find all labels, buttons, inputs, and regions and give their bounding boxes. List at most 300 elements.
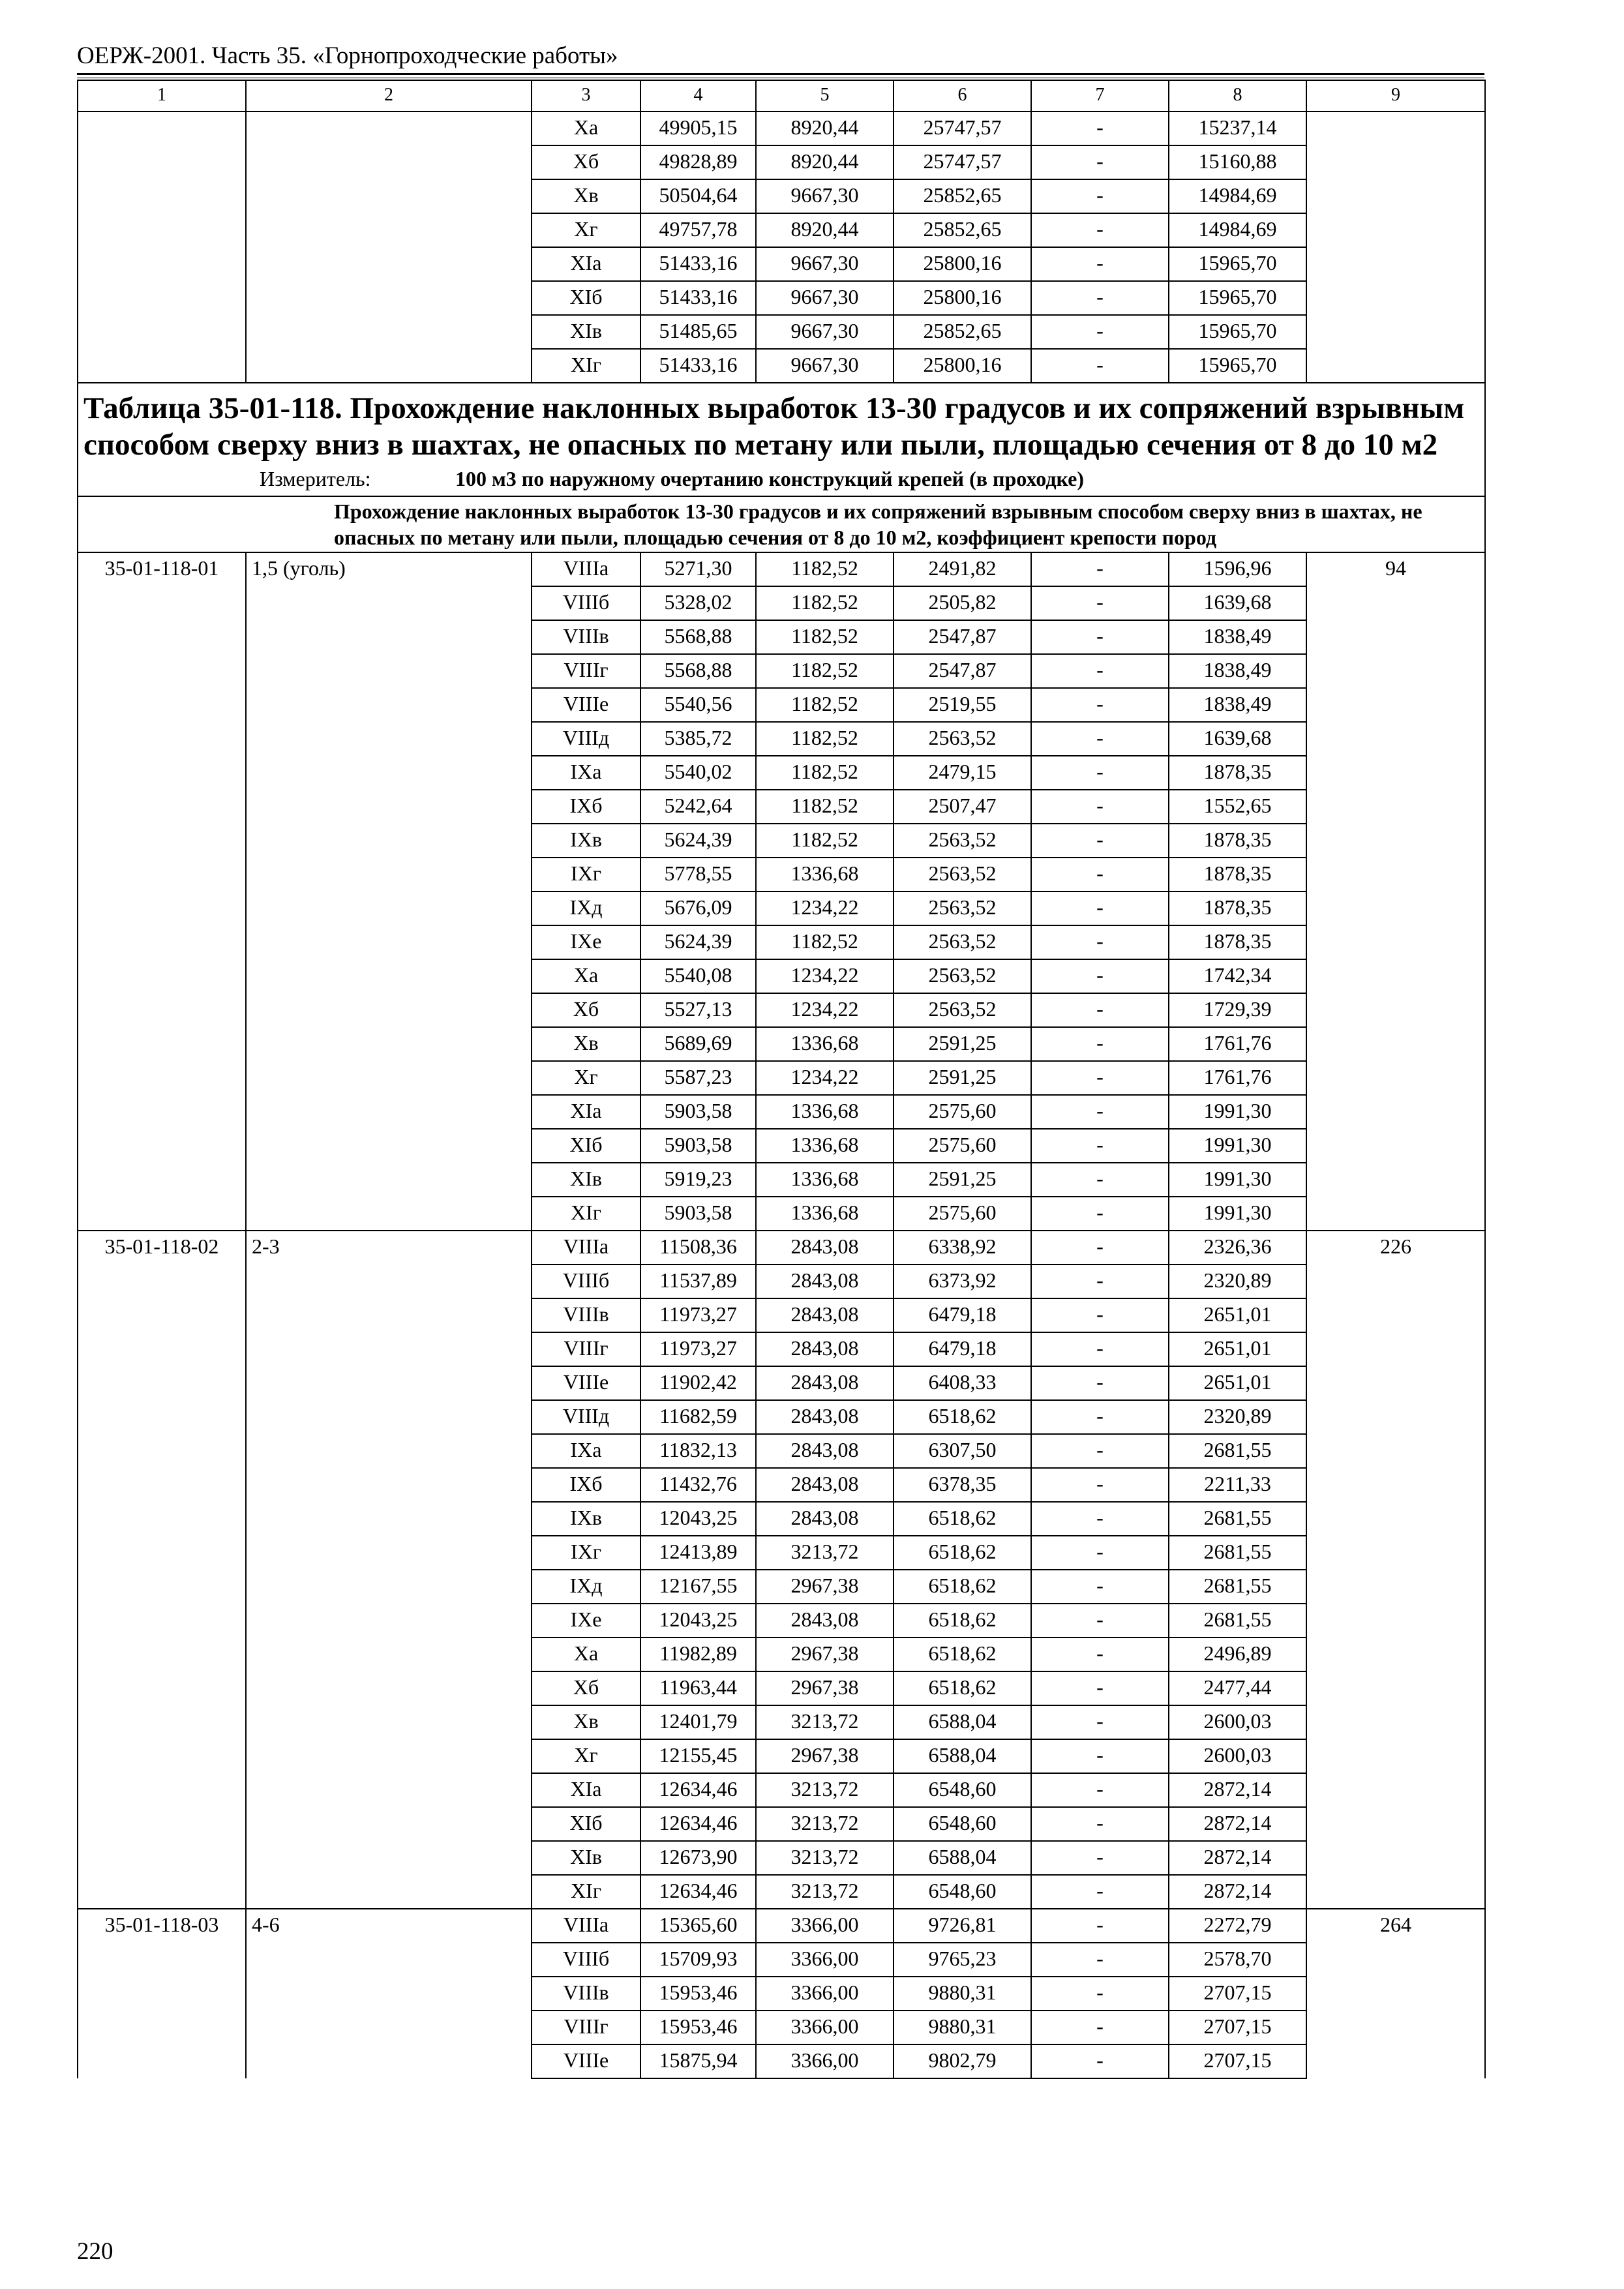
table-cell: 49905,15 xyxy=(640,112,756,145)
table-cell: VIIIб xyxy=(532,1943,640,1977)
empty-cell xyxy=(1306,1129,1485,1163)
empty-cell xyxy=(246,1604,532,1638)
table-cell: VIIIд xyxy=(532,1400,640,1434)
table-cell: 25852,65 xyxy=(894,179,1031,213)
empty-cell xyxy=(78,1502,246,1536)
table-cell: 9726,81 xyxy=(894,1909,1031,1943)
empty-cell xyxy=(78,2044,246,2078)
table-cell: 1336,68 xyxy=(756,1027,894,1061)
empty-cell xyxy=(1306,112,1485,145)
empty-cell xyxy=(78,858,246,891)
table-cell: - xyxy=(1031,756,1169,790)
empty-cell xyxy=(1306,1943,1485,1977)
table-cell: 1729,39 xyxy=(1169,993,1306,1027)
table-cell: 5242,64 xyxy=(640,790,756,824)
table-cell: - xyxy=(1031,1129,1169,1163)
table-cell: - xyxy=(1031,1264,1169,1298)
table-row xyxy=(78,790,1485,824)
table-cell: 12413,89 xyxy=(640,1536,756,1570)
empty-cell xyxy=(1306,1197,1485,1231)
empty-cell xyxy=(246,925,532,959)
table-cell: 2519,55 xyxy=(894,688,1031,722)
table-cell: 6588,04 xyxy=(894,1841,1031,1875)
section-description: Прохождение наклонных выработок 13-30 градусов и их сопряжений взрывным способом сверху вниз в шахтах, не опасных по метану или пыли, площадью сечения от 8 до 10 м2, коэффициент крепости пород xyxy=(78,496,1485,552)
empty-cell xyxy=(246,1027,532,1061)
empty-cell xyxy=(1306,1027,1485,1061)
table-cell: 9765,23 xyxy=(894,1943,1031,1977)
table-cell: 2578,70 xyxy=(1169,1943,1306,1977)
table-row xyxy=(78,1400,1485,1434)
table-row xyxy=(78,2044,1485,2078)
table-cell: VIIIб xyxy=(532,1264,640,1298)
empty-cell xyxy=(78,620,246,654)
empty-cell xyxy=(1306,1332,1485,1366)
table-cell: 51433,16 xyxy=(640,281,756,315)
table-cell: 5778,55 xyxy=(640,858,756,891)
table-cell: 1639,68 xyxy=(1169,722,1306,756)
column-number: 1 xyxy=(78,80,246,112)
table-row xyxy=(78,654,1485,688)
empty-cell xyxy=(78,1129,246,1163)
empty-cell xyxy=(246,281,532,315)
empty-cell xyxy=(246,620,532,654)
table-cell: 2491,82 xyxy=(894,552,1031,586)
empty-cell xyxy=(78,213,246,247)
table-row xyxy=(78,756,1485,790)
table-cell: 51485,65 xyxy=(640,315,756,349)
empty-cell xyxy=(246,1536,532,1570)
table-cell: XIa xyxy=(532,1773,640,1807)
empty-cell xyxy=(246,2044,532,2078)
table-cell: 2843,08 xyxy=(756,1400,894,1434)
table-cell: VIIIe xyxy=(532,2044,640,2078)
table-cell: 6518,62 xyxy=(894,1502,1031,1536)
empty-cell xyxy=(246,1298,532,1332)
table-cell: 25747,57 xyxy=(894,145,1031,179)
empty-cell xyxy=(78,112,246,145)
empty-cell xyxy=(1306,247,1485,281)
table-row xyxy=(78,1909,1485,1943)
table-cell: 2967,38 xyxy=(756,1638,894,1671)
table-cell: - xyxy=(1031,1977,1169,2011)
empty-cell xyxy=(1306,2044,1485,2078)
empty-cell xyxy=(78,1366,246,1400)
empty-cell xyxy=(1306,1468,1485,1502)
empty-cell xyxy=(78,179,246,213)
table-cell: VIIIв xyxy=(532,1977,640,2011)
table-cell: 11432,76 xyxy=(640,1468,756,1502)
table-cell: Xб xyxy=(532,993,640,1027)
empty-cell xyxy=(78,1570,246,1604)
empty-cell xyxy=(78,824,246,858)
table-cell: - xyxy=(1031,315,1169,349)
table-cell: 2575,60 xyxy=(894,1095,1031,1129)
empty-cell xyxy=(246,1977,532,2011)
table-cell: 6307,50 xyxy=(894,1434,1031,1468)
empty-cell xyxy=(1306,858,1485,891)
table-cell: IXд xyxy=(532,1570,640,1604)
table-cell: VIIIг xyxy=(532,654,640,688)
table-cell: 3213,72 xyxy=(756,1875,894,1909)
empty-cell xyxy=(246,1468,532,1502)
empty-cell xyxy=(246,1638,532,1671)
table-cell: Xб xyxy=(532,1671,640,1705)
table-row xyxy=(78,959,1485,993)
empty-cell xyxy=(246,1400,532,1434)
empty-cell xyxy=(246,688,532,722)
table-cell: 5676,09 xyxy=(640,891,756,925)
table-row xyxy=(78,891,1485,925)
empty-cell xyxy=(78,654,246,688)
table-cell: 1761,76 xyxy=(1169,1061,1306,1095)
rate-code: 35-01-118-03 xyxy=(78,1909,246,1943)
table-cell: - xyxy=(1031,722,1169,756)
table-cell: 1182,52 xyxy=(756,925,894,959)
table-cell: 5903,58 xyxy=(640,1197,756,1231)
table-cell: 15237,14 xyxy=(1169,112,1306,145)
table-cell: - xyxy=(1031,790,1169,824)
table-cell: 11537,89 xyxy=(640,1264,756,1298)
table-cell: 6518,62 xyxy=(894,1400,1031,1434)
empty-cell xyxy=(1306,315,1485,349)
table-cell: 1336,68 xyxy=(756,858,894,891)
page-header: ОЕРЖ-2001. Часть 35. «Горнопроходческие работы» xyxy=(77,42,618,69)
empty-cell xyxy=(1306,281,1485,315)
table-cell: Xв xyxy=(532,1027,640,1061)
table-row xyxy=(78,281,1485,315)
table-cell: 6518,62 xyxy=(894,1671,1031,1705)
empty-cell xyxy=(246,790,532,824)
table-cell: 3213,72 xyxy=(756,1705,894,1739)
table-cell: 1336,68 xyxy=(756,1129,894,1163)
table-cell: 2326,36 xyxy=(1169,1231,1306,1264)
empty-cell xyxy=(1306,586,1485,620)
measure-label: Измеритель: xyxy=(260,467,371,490)
table-cell: VIIIe xyxy=(532,688,640,722)
table-row xyxy=(78,1197,1485,1231)
section-title-cell xyxy=(78,383,1485,496)
empty-cell xyxy=(1306,993,1485,1027)
table-cell: - xyxy=(1031,1875,1169,1909)
table-row xyxy=(78,1773,1485,1807)
empty-cell xyxy=(246,213,532,247)
empty-cell xyxy=(1306,1604,1485,1638)
empty-cell xyxy=(1306,925,1485,959)
empty-cell xyxy=(1306,349,1485,383)
table-cell: Xг xyxy=(532,213,640,247)
empty-cell xyxy=(1306,213,1485,247)
table-cell: 1639,68 xyxy=(1169,586,1306,620)
table-cell: XIв xyxy=(532,315,640,349)
table-cell: IXe xyxy=(532,925,640,959)
empty-cell xyxy=(246,1332,532,1366)
table-cell: 15953,46 xyxy=(640,1977,756,2011)
empty-cell xyxy=(246,654,532,688)
column-number: 5 xyxy=(756,80,894,112)
table-cell: 1182,52 xyxy=(756,552,894,586)
page-number: 220 xyxy=(77,2238,113,2265)
table-cell: 2563,52 xyxy=(894,993,1031,1027)
table-cell: - xyxy=(1031,1095,1169,1129)
table-cell: 5903,58 xyxy=(640,1095,756,1129)
table-cell: - xyxy=(1031,1909,1169,1943)
table-cell: 1761,76 xyxy=(1169,1027,1306,1061)
table-row xyxy=(78,1366,1485,1400)
table-row xyxy=(78,1739,1485,1773)
empty-cell xyxy=(246,1705,532,1739)
table-cell: 5919,23 xyxy=(640,1163,756,1197)
table-cell: 3213,72 xyxy=(756,1807,894,1841)
header-rule xyxy=(77,73,1484,75)
table-cell: 5385,72 xyxy=(640,722,756,756)
table-cell: 2651,01 xyxy=(1169,1298,1306,1332)
rates-table xyxy=(77,80,1486,2079)
table-cell: 6518,62 xyxy=(894,1536,1031,1570)
empty-cell xyxy=(78,1061,246,1095)
table-cell: 2591,25 xyxy=(894,1027,1031,1061)
table-cell: 2707,15 xyxy=(1169,1977,1306,2011)
table-cell: 2967,38 xyxy=(756,1671,894,1705)
table-cell: Xг xyxy=(532,1061,640,1095)
table-cell: - xyxy=(1031,1366,1169,1400)
table-cell: 2563,52 xyxy=(894,891,1031,925)
empty-cell xyxy=(1306,1739,1485,1773)
table-cell: 9667,30 xyxy=(756,247,894,281)
table-cell: XIб xyxy=(532,1807,640,1841)
empty-cell xyxy=(246,1739,532,1773)
table-cell: 5903,58 xyxy=(640,1129,756,1163)
table-row xyxy=(78,1298,1485,1332)
empty-cell xyxy=(246,1807,532,1841)
empty-cell xyxy=(78,1841,246,1875)
table-cell: 6479,18 xyxy=(894,1332,1031,1366)
empty-cell xyxy=(1306,620,1485,654)
empty-cell xyxy=(1306,1773,1485,1807)
table-cell: 3366,00 xyxy=(756,2011,894,2044)
table-cell: - xyxy=(1031,1061,1169,1095)
table-cell: 6518,62 xyxy=(894,1638,1031,1671)
table-cell: 2507,47 xyxy=(894,790,1031,824)
table-cell: 25852,65 xyxy=(894,213,1031,247)
table-cell: 49757,78 xyxy=(640,213,756,247)
column-number-row xyxy=(78,80,1485,112)
table-cell: XIг xyxy=(532,1197,640,1231)
column-9-value: 94 xyxy=(1306,552,1485,586)
table-cell: 2600,03 xyxy=(1169,1739,1306,1773)
table-cell: 8920,44 xyxy=(756,145,894,179)
empty-cell xyxy=(1306,790,1485,824)
table-cell: 9667,30 xyxy=(756,349,894,383)
table-cell: 2872,14 xyxy=(1169,1773,1306,1807)
empty-cell xyxy=(1306,824,1485,858)
empty-cell xyxy=(246,112,532,145)
empty-cell xyxy=(78,2011,246,2044)
table-cell: 14984,69 xyxy=(1169,213,1306,247)
table-cell: 5568,88 xyxy=(640,620,756,654)
table-cell: - xyxy=(1031,179,1169,213)
table-cell: 9667,30 xyxy=(756,315,894,349)
empty-cell xyxy=(78,281,246,315)
empty-cell xyxy=(246,1197,532,1231)
empty-cell xyxy=(78,722,246,756)
table-cell: 25800,16 xyxy=(894,349,1031,383)
empty-cell xyxy=(246,1570,532,1604)
empty-cell xyxy=(246,1875,532,1909)
empty-cell xyxy=(1306,1366,1485,1400)
table-cell: 2843,08 xyxy=(756,1468,894,1502)
table-cell: 1182,52 xyxy=(756,586,894,620)
table-cell: 12634,46 xyxy=(640,1807,756,1841)
empty-cell xyxy=(78,1705,246,1739)
table-cell: VIIIв xyxy=(532,620,640,654)
empty-cell xyxy=(78,756,246,790)
table-cell: 12043,25 xyxy=(640,1502,756,1536)
table-cell: 2320,89 xyxy=(1169,1264,1306,1298)
table-cell: 2707,15 xyxy=(1169,2044,1306,2078)
table-cell: 15965,70 xyxy=(1169,315,1306,349)
table-cell: - xyxy=(1031,2044,1169,2078)
table-cell: 1991,30 xyxy=(1169,1095,1306,1129)
table-cell: 1838,49 xyxy=(1169,688,1306,722)
table-cell: Xв xyxy=(532,179,640,213)
table-cell: 1596,96 xyxy=(1169,552,1306,586)
table-cell: - xyxy=(1031,1434,1169,1468)
table-cell: 2211,33 xyxy=(1169,1468,1306,1502)
table-cell: - xyxy=(1031,1298,1169,1332)
table-cell: IXв xyxy=(532,1502,640,1536)
table-cell: 3366,00 xyxy=(756,2044,894,2078)
table-cell: VIIIб xyxy=(532,586,640,620)
table-cell: IXa xyxy=(532,756,640,790)
empty-cell xyxy=(246,1366,532,1400)
table-cell: 1182,52 xyxy=(756,654,894,688)
table-cell: 2320,89 xyxy=(1169,1400,1306,1434)
table-row xyxy=(78,1943,1485,1977)
table-cell: 9880,31 xyxy=(894,2011,1031,2044)
table-cell: 3213,72 xyxy=(756,1841,894,1875)
table-cell: Xб xyxy=(532,145,640,179)
table-cell: 2547,87 xyxy=(894,654,1031,688)
table-cell: 11973,27 xyxy=(640,1298,756,1332)
table-cell: 1182,52 xyxy=(756,688,894,722)
table-cell: 12634,46 xyxy=(640,1773,756,1807)
empty-cell xyxy=(78,1977,246,2011)
table-row xyxy=(78,620,1485,654)
table-cell: 2872,14 xyxy=(1169,1841,1306,1875)
table-cell: VIIIв xyxy=(532,1298,640,1332)
empty-cell xyxy=(246,1671,532,1705)
empty-cell xyxy=(1306,722,1485,756)
table-row xyxy=(78,1027,1485,1061)
table-cell: 25747,57 xyxy=(894,112,1031,145)
table-cell: IXб xyxy=(532,1468,640,1502)
empty-cell xyxy=(246,349,532,383)
table-cell: 5587,23 xyxy=(640,1061,756,1095)
empty-cell xyxy=(78,1943,246,1977)
table-cell: 11682,59 xyxy=(640,1400,756,1434)
table-cell: - xyxy=(1031,1400,1169,1434)
table-cell: XIв xyxy=(532,1163,640,1197)
empty-cell xyxy=(246,1841,532,1875)
table-cell: 6378,35 xyxy=(894,1468,1031,1502)
table-cell: 5540,56 xyxy=(640,688,756,722)
table-cell: 2496,89 xyxy=(1169,1638,1306,1671)
table-cell: 1878,35 xyxy=(1169,824,1306,858)
table-row xyxy=(78,349,1485,383)
table-cell: 25800,16 xyxy=(894,281,1031,315)
table-cell: 1878,35 xyxy=(1169,858,1306,891)
table-cell: 12634,46 xyxy=(640,1875,756,1909)
table-row xyxy=(78,1638,1485,1671)
empty-cell xyxy=(246,179,532,213)
table-cell: 6588,04 xyxy=(894,1739,1031,1773)
table-cell: 15965,70 xyxy=(1169,349,1306,383)
table-cell: 6373,92 xyxy=(894,1264,1031,1298)
table-cell: 2681,55 xyxy=(1169,1570,1306,1604)
table-row xyxy=(78,315,1485,349)
table-cell: 2843,08 xyxy=(756,1604,894,1638)
table-cell: 5271,30 xyxy=(640,552,756,586)
empty-cell xyxy=(78,586,246,620)
table-row xyxy=(78,552,1485,586)
table-cell: - xyxy=(1031,654,1169,688)
table-cell: 12673,90 xyxy=(640,1841,756,1875)
table-cell: 1878,35 xyxy=(1169,925,1306,959)
table-cell: 2681,55 xyxy=(1169,1604,1306,1638)
table-row xyxy=(78,179,1485,213)
empty-cell xyxy=(1306,1400,1485,1434)
table-cell: 5527,13 xyxy=(640,993,756,1027)
table-cell: 3213,72 xyxy=(756,1773,894,1807)
table-cell: 6408,33 xyxy=(894,1366,1031,1400)
table-cell: 11508,36 xyxy=(640,1231,756,1264)
table-row xyxy=(78,145,1485,179)
empty-cell xyxy=(246,1943,532,1977)
table-cell: 3366,00 xyxy=(756,1977,894,2011)
empty-cell xyxy=(78,1536,246,1570)
table-row xyxy=(78,925,1485,959)
rock-hardness: 1,5 (уголь) xyxy=(246,552,532,586)
table-cell: 1838,49 xyxy=(1169,654,1306,688)
table-cell: Xa xyxy=(532,1638,640,1671)
empty-cell xyxy=(1306,1163,1485,1197)
table-cell: 5689,69 xyxy=(640,1027,756,1061)
table-cell: - xyxy=(1031,1027,1169,1061)
empty-cell xyxy=(246,993,532,1027)
table-cell: 6518,62 xyxy=(894,1570,1031,1604)
rate-code: 35-01-118-01 xyxy=(78,552,246,586)
table-cell: 9667,30 xyxy=(756,281,894,315)
empty-cell xyxy=(246,145,532,179)
table-cell: 1991,30 xyxy=(1169,1197,1306,1231)
table-cell: IXe xyxy=(532,1604,640,1638)
table-row xyxy=(78,1875,1485,1909)
table-cell: - xyxy=(1031,858,1169,891)
table-cell: 12155,45 xyxy=(640,1739,756,1773)
table-cell: 15965,70 xyxy=(1169,247,1306,281)
empty-cell xyxy=(246,959,532,993)
table-cell: VIIIд xyxy=(532,722,640,756)
table-cell: IXa xyxy=(532,1434,640,1468)
table-cell: 51433,16 xyxy=(640,349,756,383)
table-cell: - xyxy=(1031,145,1169,179)
table-cell: 14984,69 xyxy=(1169,179,1306,213)
table-cell: 1234,22 xyxy=(756,993,894,1027)
table-cell: - xyxy=(1031,1671,1169,1705)
table-cell: 11902,42 xyxy=(640,1366,756,1400)
table-cell: 2967,38 xyxy=(756,1739,894,1773)
empty-cell xyxy=(78,891,246,925)
